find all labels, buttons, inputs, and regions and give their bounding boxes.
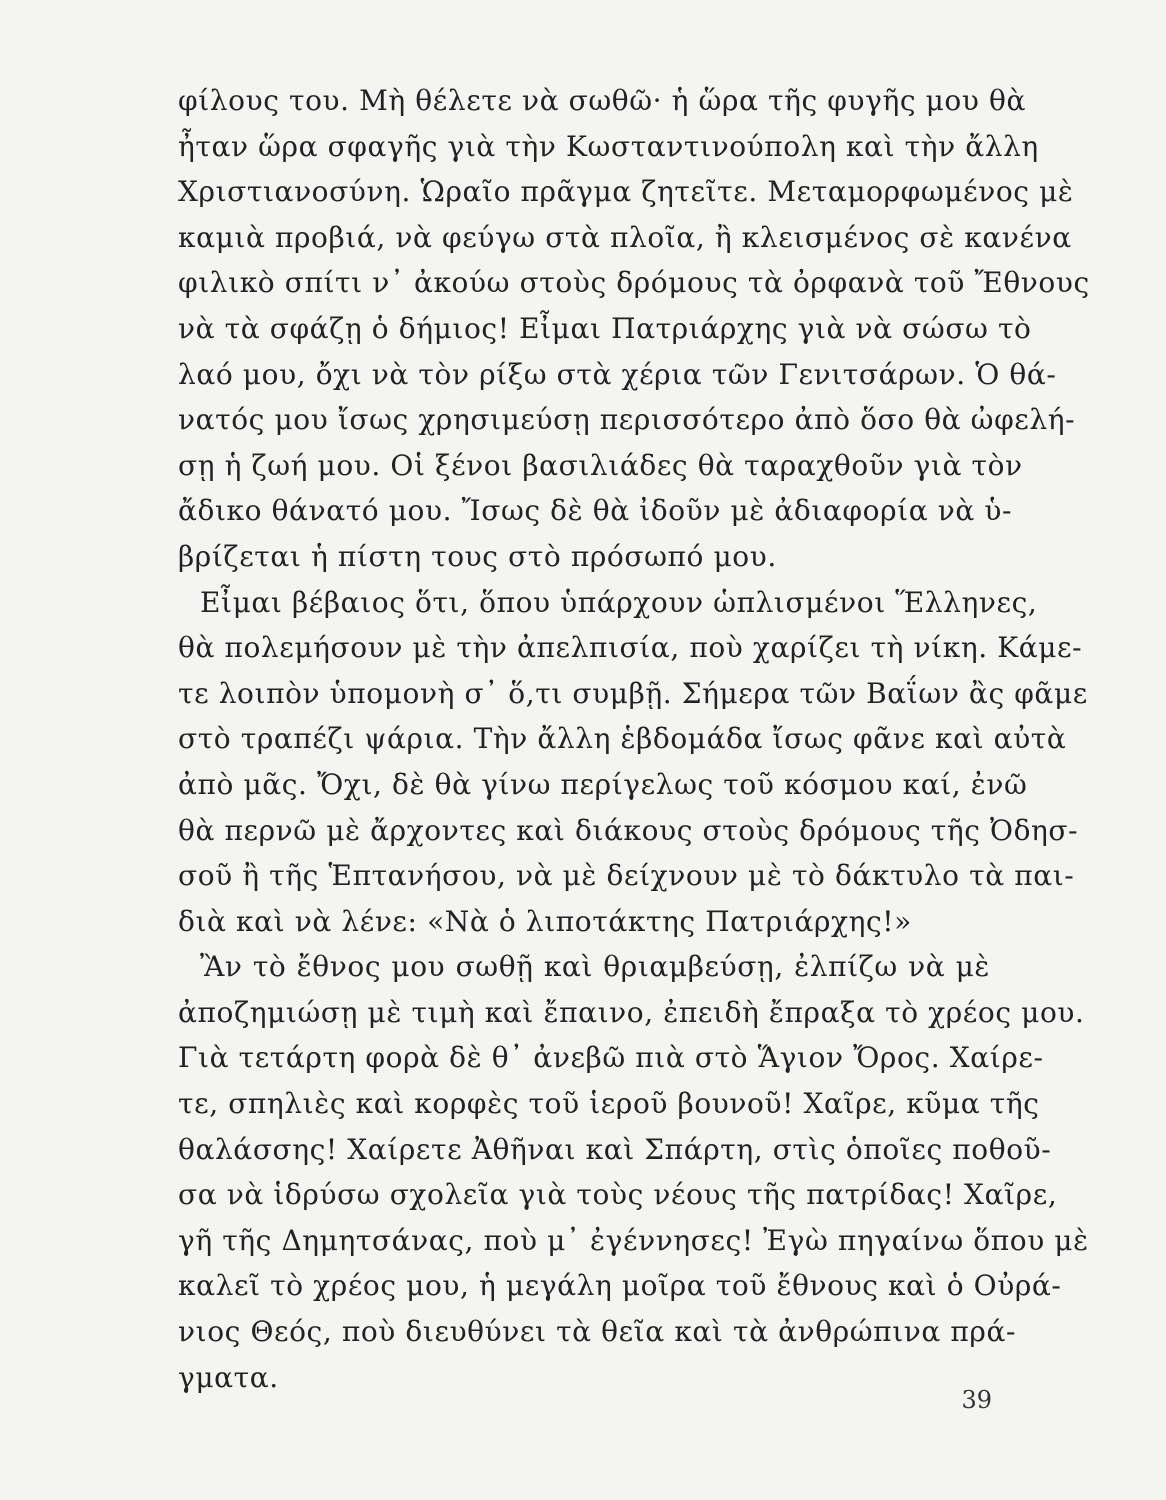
text-line: ἀπὸ μᾶς. Ὄχι, δὲ θὰ γίνω περίγελως τοῦ κόσμου καί, ἐνῶ (178, 767, 1028, 801)
text-line: ἀποζημιώσῃ μὲ τιμὴ καὶ ἔπαινο, ἐπειδὴ ἔπραξα τὸ χρέος μου. (178, 995, 1085, 1029)
text-line: γῆ τῆς Δημητσάνας, ποὺ μ᾿ ἐγέννησες! Ἐγὼ πηγαίνω ὅπου μὲ (178, 1223, 1089, 1257)
text-line: καλεῖ τὸ χρέος μου, ἡ μεγάλη μοῖρα τοῦ ἔθνους καὶ ὁ Οὐρά- (178, 1269, 1062, 1303)
text-line: σοῦ ἢ τῆς Ἑπτανήσου, νὰ μὲ δείχνουν μὲ τὸ δάκτυλο τὰ παι- (178, 859, 1075, 893)
text-line: θὰ πολεμήσουν μὲ τὴν ἀπελπισία, ποὺ χαρίζει τὴ νίκη. Κάμε- (178, 631, 1083, 665)
text-line: νιος Θεός, ποὺ διευθύνει τὰ θεῖα καὶ τὰ ἀνθρώπινα πρά- (178, 1315, 1017, 1349)
text-line: Εἶμαι βέβαιος ὅτι, ὅπου ὑπάρχουν ὡπλισμένοι Ἕλληνες, (200, 585, 1038, 619)
text-line: τε, σπηλιὲς καὶ κορφὲς τοῦ ἱεροῦ βουνοῦ! Χαῖρε, κῦμα τῆς (178, 1087, 1040, 1121)
text-line: Χριστιανοσύνη. Ὡραῖο πρᾶγμα ζητεῖτε. Μεταμορφωμένος μὲ (178, 175, 1074, 209)
text-line: Γιὰ τετάρτη φορὰ δὲ θ᾿ ἀνεβῶ πιὰ στὸ Ἅγιον Ὄρος. Χαίρε- (178, 1041, 1044, 1075)
text-line: τε λοιπὸν ὑπομονὴ σ᾿ ὅ,τι συμβῇ. Σήμερα τῶν Βαΐων ἂς φᾶμε (178, 676, 1088, 710)
text-line: θὰ περνῶ μὲ ἄρχοντες καὶ διάκους στοὺς δρόμους τῆς Ὀδησ- (178, 813, 1079, 847)
page-number: 39 (961, 1386, 992, 1414)
text-line: ἦταν ὥρα σφαγῆς γιὰ τὴν Κωσταντινούπολη καὶ τὴν ἄλλη (178, 129, 1039, 163)
text-line: διὰ καὶ νὰ λένε: «Νὰ ὁ λιποτάκτης Πατριάρχης!» (178, 904, 912, 938)
text-line: θαλάσσης! Χαίρετε Ἀθῆναι καὶ Σπάρτη, στὶς ὁποῖες ποθοῦ- (178, 1132, 1052, 1166)
text-line: στὸ τραπέζι ψάρια. Τὴν ἄλλη ἑβδομάδα ἴσως φᾶνε καὶ αὐτὰ (178, 722, 1067, 756)
text-line: ἄδικο θάνατό μου. Ἴσως δὲ θὰ ἰδοῦν μὲ ἀδιαφορία νὰ ὑ- (178, 494, 1013, 528)
text-line: βρίζεται ἡ πίστη τους στὸ πρόσωπό μου. (178, 539, 777, 573)
text-line: γματα. (178, 1360, 279, 1394)
text-line: λαό μου, ὄχι νὰ τὸν ρίξω στὰ χέρια τῶν Γενιτσάρων. Ὁ θά- (178, 357, 1057, 391)
text-line: Ἂν τὸ ἔθνος μου σωθῇ καὶ θριαμβεύσῃ, ἐλπίζω νὰ μὲ (200, 950, 990, 984)
text-line: φιλικὸ σπίτι ν᾿ ἀκούω στοὺς δρόμους τὰ ὀρφανὰ τοῦ Ἔθνους (178, 266, 1090, 300)
text-line: φίλους του. Μὴ θέλετε νὰ σωθῶ· ἡ ὥρα τῆς φυγῆς μου θὰ (178, 84, 1026, 117)
text-line: καμιὰ προβιά, νὰ φεύγω στὰ πλοῖα, ἢ κλεισμένος σὲ κανένα (178, 220, 1072, 254)
text-line: σα νὰ ἱδρύσω σχολεῖα γιὰ τοὺς νέους τῆς πατρίδας! Χαῖρε, (178, 1178, 1058, 1212)
text-line: σῃ ἡ ζωή μου. Οἱ ξένοι βασιλιάδες θὰ ταραχθοῦν γιὰ τὸν (178, 448, 1023, 482)
text-line: νατός μου ἴσως χρησιμεύσῃ περισσότερο ἀπὸ ὅσο θὰ ὠφελή- (178, 403, 1076, 437)
text-line: νὰ τὰ σφάζῃ ὁ δήμιος! Εἶμαι Πατριάρχης γιὰ νὰ σώσω τὸ (178, 311, 1032, 345)
